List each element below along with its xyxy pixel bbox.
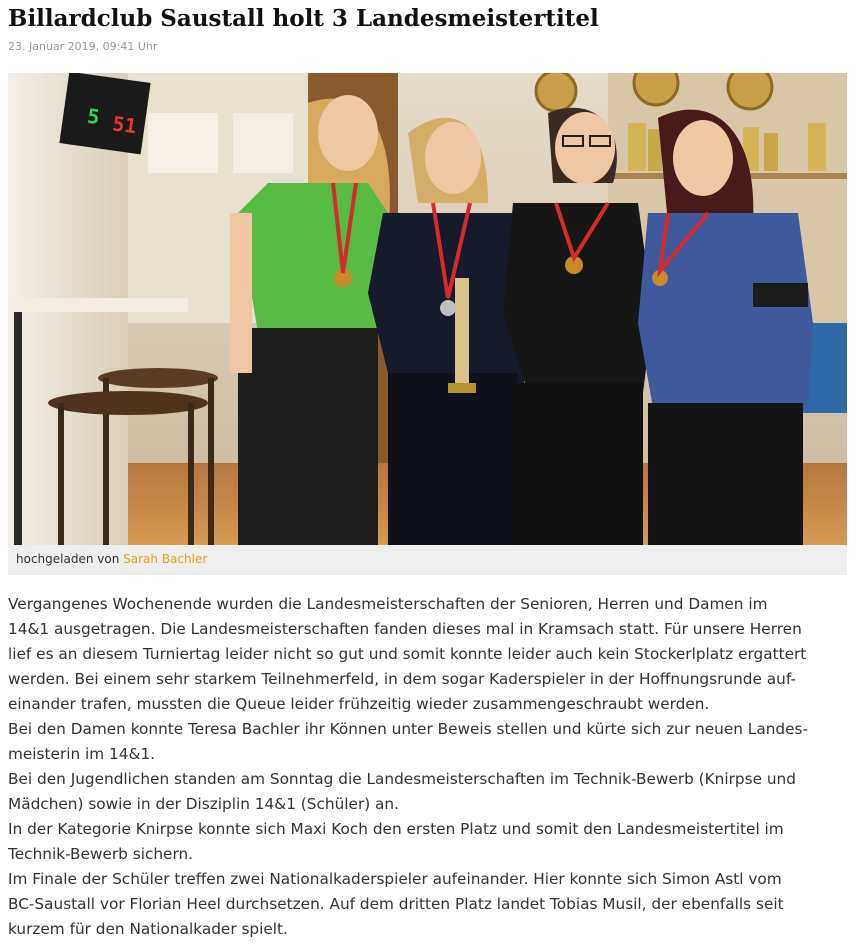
body-line: Im Finale der Schüler treffen zwei Nationalkaderspieler aufeinander. Hier konnte sich Simon Astl vom — [8, 870, 782, 888]
body-line: Technik-Bewerb sichern. — [8, 845, 194, 863]
body-line: In der Kategorie Knirpse konnte sich Maxi Koch den ersten Platz und somit den Landesmeistertitel im — [8, 820, 784, 838]
scoreboard-right: 51 — [110, 111, 139, 139]
body-line: BC-Saustall vor Florian Heel durchsetzen. Auf dem dritten Platz landet Tobias Musil, der ebenfalls seit — [8, 895, 784, 913]
caption-prefix: hochgeladen von — [16, 552, 120, 566]
article-body — [8, 592, 848, 942]
uploader-link[interactable]: Sarah Bachler — [123, 552, 208, 566]
article-title: Billardclub Saustall holt 3 Landesmeistertitel — [8, 5, 599, 32]
body-line: kurzem für den Nationalkader spielt. — [8, 920, 288, 938]
article-photo-figure — [8, 73, 847, 575]
body-line: 14&1 ausgetragen. Die Landesmeisterschaften fanden dieses mal in Kramsach statt. Für unsere Herren — [8, 620, 802, 638]
body-line: werden. Bei einem sehr starkem Teilnehmerfeld, in dem sogar Kaderspieler in der Hoffnungsrunde auf- — [8, 670, 796, 688]
scoreboard-left: 5 — [85, 103, 102, 130]
body-line: meisterin im 14&1. — [8, 745, 156, 763]
body-line: Mädchen) sowie in der Disziplin 14&1 (Schüler) an. — [8, 795, 399, 813]
team-photo[interactable] — [8, 73, 847, 545]
body-line: einander trafen, mussten die Queue leider frühzeitig wieder zusammengeschraubt werden. — [8, 695, 710, 713]
body-line: Bei den Damen konnte Teresa Bachler ihr Können unter Beweis stellen und kürte sich zur neuen Landes- — [8, 720, 808, 738]
photo-caption — [8, 545, 847, 575]
body-line: Vergangenes Wochenende wurden die Landesmeisterschaften der Senioren, Herren und Damen im — [8, 595, 768, 613]
body-line: Bei den Jugendlichen standen am Sonntag die Landesmeisterschaften im Technik-Bewerb (Knirpse und — [8, 770, 796, 788]
body-line: lief es an diesem Turniertag leider nicht so gut und somit konnte leider auch kein Stockerlplatz ergattert — [8, 645, 807, 663]
article-date: 23. Januar 2019, 09:41 Uhr — [8, 40, 158, 53]
